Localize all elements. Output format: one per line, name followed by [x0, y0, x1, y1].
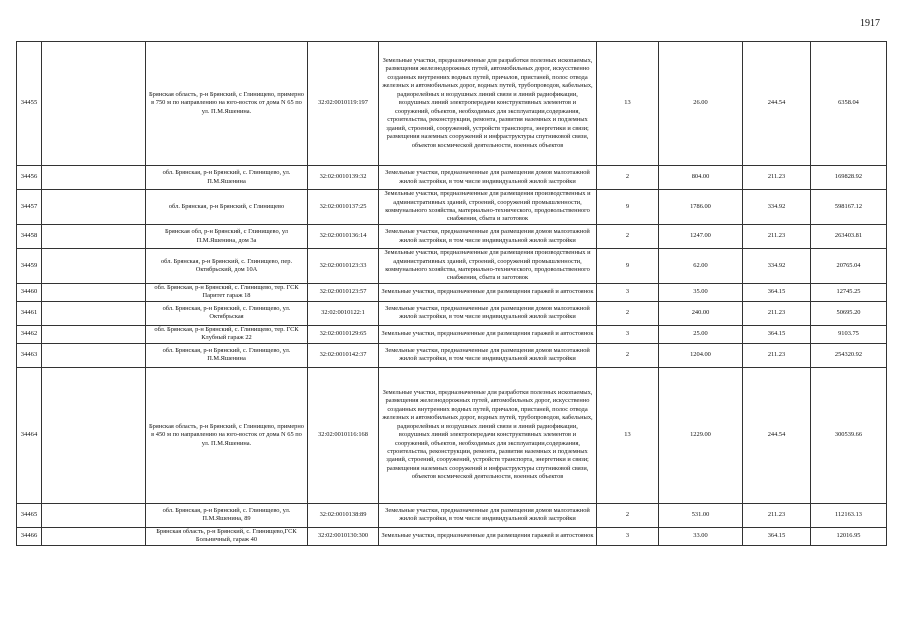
- cell-cadastral-number: 32:02:0010122:1: [308, 301, 379, 325]
- cell-permitted-use: Земельные участки, предназначенные для размещения гаражей и автостоянок: [379, 527, 597, 545]
- cell-cadastral-number: 32:02:0010116:168: [308, 367, 379, 503]
- cell-permitted-use: Земельные участки, предназначенные для размещения производственных и административных зданий, строений, сооружений промышленности, коммунального хозяйства, материально-технического, продовольственного снабжения, сбыта и заготовок: [379, 190, 597, 225]
- cell-cadastral-number: 32:02:0010139:32: [308, 166, 379, 190]
- table-row: [17, 527, 887, 545]
- cell-use-group: 3: [597, 325, 659, 343]
- cell-record-number: 34465: [17, 503, 42, 527]
- cell-address: Брянская область, р-н Брянский, с Глинищево, примерно в 450 м по направлению на юго-восток от дома N 65 по ул. П.М.Яшенина.: [146, 367, 308, 503]
- table-row: [17, 325, 887, 343]
- table-row: [17, 225, 887, 249]
- cell-empty: [42, 284, 146, 302]
- cell-area: 240.00: [659, 301, 743, 325]
- table-row: [17, 284, 887, 302]
- cell-use-group: 13: [597, 367, 659, 503]
- cell-record-number: 34460: [17, 284, 42, 302]
- cell-use-group: 3: [597, 284, 659, 302]
- cell-cadastral-value: 300539.66: [811, 367, 887, 503]
- cell-empty: [42, 343, 146, 367]
- cell-cadastral-number: 32:02:0010130:300: [308, 527, 379, 545]
- cell-empty: [42, 503, 146, 527]
- cell-specific-value: 244.54: [743, 42, 811, 166]
- cell-area: 1786.00: [659, 190, 743, 225]
- cell-address: обл. Брянская, р-н Брянский, с. Глинищево, ул. Октябрьская: [146, 301, 308, 325]
- cell-cadastral-number: 32:02:0010123:57: [308, 284, 379, 302]
- cell-cadastral-value: 9103.75: [811, 325, 887, 343]
- table-row: [17, 42, 887, 166]
- cell-address: обл. Брянская, р-н Брянский, с. Глинищево, тер. ГСК Клубный гараж 22: [146, 325, 308, 343]
- cell-permitted-use: Земельные участки, предназначенные для разработки полезных ископаемых, размещения железнодорожных путей, автомобильных дорог, искусственно созданных внутренних водных путей, причалов, пристаней, полос отвода железных и автомобильных дорог, водных путей, трубопроводов, кабельных, радиорелейных и воздушных линий связи и линий радиофикации, воздушных линий электропередачи конструктивных элементов и сооружений, объектов, необходимых для эксплуатации,содержания, строительства, реконструкции, ремонта, развития наземных и подземных зданий, строений, сооружений, устройств транспорта, энергетики и связи; размещения наземных сооружений и инфраструктуры спутниковой связи, объектов космической деятельности, военных объектов: [379, 367, 597, 503]
- cell-address: обл. Брянская, р-н Брянский, с. Глинищево, ул. П.М.Яшенина: [146, 166, 308, 190]
- cell-empty: [42, 301, 146, 325]
- cell-specific-value: 211.23: [743, 301, 811, 325]
- cell-empty: [42, 190, 146, 225]
- table-row: [17, 343, 887, 367]
- cell-cadastral-number: 32:02:0010123:33: [308, 249, 379, 284]
- cell-cadastral-number: 32:02:0010129:65: [308, 325, 379, 343]
- cell-cadastral-value: 112163.13: [811, 503, 887, 527]
- cell-use-group: 2: [597, 503, 659, 527]
- land-registry-table: [16, 41, 887, 546]
- cell-specific-value: 211.23: [743, 225, 811, 249]
- cell-specific-value: 211.23: [743, 343, 811, 367]
- cell-permitted-use: Земельные участки, предназначенные для размещения гаражей и автостоянок: [379, 284, 597, 302]
- cell-area: 26.00: [659, 42, 743, 166]
- cell-record-number: 34457: [17, 190, 42, 225]
- cell-cadastral-number: 32:02:0010136:14: [308, 225, 379, 249]
- cell-permitted-use: Земельные участки, предназначенные для размещения домов малоэтажной жилой застройки, в том числе индивидуальной жилой застройки: [379, 343, 597, 367]
- cell-cadastral-value: 12745.25: [811, 284, 887, 302]
- cell-use-group: 2: [597, 301, 659, 325]
- cell-specific-value: 364.15: [743, 284, 811, 302]
- cell-use-group: 2: [597, 343, 659, 367]
- cell-cadastral-value: 12016.95: [811, 527, 887, 545]
- cell-use-group: 2: [597, 166, 659, 190]
- cell-record-number: 34463: [17, 343, 42, 367]
- cell-address: обл. Брянская, р-н Брянский, с. Глинищево, пер. Октябрьский, дом 10А: [146, 249, 308, 284]
- cell-permitted-use: Земельные участки, предназначенные для размещения домов малоэтажной жилой застройки, в том числе индивидуальной жилой застройки: [379, 166, 597, 190]
- table-row: [17, 190, 887, 225]
- cell-specific-value: 244.54: [743, 367, 811, 503]
- cell-cadastral-value: 263403.81: [811, 225, 887, 249]
- cell-record-number: 34464: [17, 367, 42, 503]
- cell-use-group: 9: [597, 249, 659, 284]
- cell-cadastral-number: 32:02:0010119:197: [308, 42, 379, 166]
- cell-area: 25.00: [659, 325, 743, 343]
- cell-area: 1247.00: [659, 225, 743, 249]
- cell-area: 62.00: [659, 249, 743, 284]
- cell-specific-value: 334.92: [743, 190, 811, 225]
- cell-record-number: 34458: [17, 225, 42, 249]
- cell-record-number: 34456: [17, 166, 42, 190]
- cell-empty: [42, 325, 146, 343]
- cell-permitted-use: Земельные участки, предназначенные для размещения домов малоэтажной жилой застройки, в том числе индивидуальной жилой застройки: [379, 301, 597, 325]
- cell-record-number: 34459: [17, 249, 42, 284]
- cell-permitted-use: Земельные участки, предназначенные для размещения домов малоэтажной жилой застройки, в том числе индивидуальной жилой застройки: [379, 225, 597, 249]
- cell-use-group: 9: [597, 190, 659, 225]
- cell-address: Брянская область, р-н Брянский, с Глинищево, примерно в 750 м по направлению на юго-восток от дома N 65 по ул. П.М.Яшенина.: [146, 42, 308, 166]
- cell-address: обл. Брянская, р-н Брянский, с. Глинищево, тер. ГСК Паритет гараж 18: [146, 284, 308, 302]
- cell-permitted-use: Земельные участки, предназначенные для размещения домов малоэтажной жилой застройки, в том числе индивидуальной жилой застройки: [379, 503, 597, 527]
- page-number: 1917: [860, 18, 880, 29]
- cell-specific-value: 364.15: [743, 325, 811, 343]
- cell-cadastral-value: 254320.92: [811, 343, 887, 367]
- table-row: [17, 166, 887, 190]
- table-row: [17, 503, 887, 527]
- cell-specific-value: 364.15: [743, 527, 811, 545]
- cell-specific-value: 334.92: [743, 249, 811, 284]
- cell-area: 35.00: [659, 284, 743, 302]
- cell-specific-value: 211.23: [743, 503, 811, 527]
- cell-empty: [42, 166, 146, 190]
- cell-cadastral-value: 20765.04: [811, 249, 887, 284]
- cell-area: 33.00: [659, 527, 743, 545]
- cell-cadastral-value: 6358.04: [811, 42, 887, 166]
- cell-area: 1204.00: [659, 343, 743, 367]
- cell-cadastral-value: 598167.12: [811, 190, 887, 225]
- cell-permitted-use: Земельные участки, предназначенные для разработки полезных ископаемых, размещения железнодорожных путей, автомобильных дорог, искусственно созданных внутренних водных путей, причалов, пристаней, полос отвода железных и автомобильных дорог, водных путей, трубопроводов, кабельных, радиорелейных и воздушных линий связи и линий радиофикации, воздушных линий электропередачи конструктивных элементов и сооружений, объектов, необходимых для эксплуатации,содержания, строительства, реконструкции, ремонта, развития наземных и подземных зданий, строений, сооружений, устройств транспорта, энергетики и связи; размещения наземных сооружений и инфраструктуры спутниковой связи, объектов космической деятельности, военных объектов: [379, 42, 597, 166]
- cell-area: 531.00: [659, 503, 743, 527]
- cell-empty: [42, 527, 146, 545]
- cell-empty: [42, 249, 146, 284]
- cell-record-number: 34455: [17, 42, 42, 166]
- cell-permitted-use: Земельные участки, предназначенные для размещения производственных и административных зданий, строений, сооружений промышленности, коммунального хозяйства, материально-технического, продовольственного снабжения, сбыта и заготовок: [379, 249, 597, 284]
- cell-cadastral-number: 32:02:0010142:37: [308, 343, 379, 367]
- cell-cadastral-number: 32:02:0010137:25: [308, 190, 379, 225]
- cell-address: обл. Брянская, р-н Брянский, с Глинищево: [146, 190, 308, 225]
- cell-address: обл. Брянская, р-н Брянский, с. Глинищево, ул. П.М.Яшенина: [146, 343, 308, 367]
- cell-record-number: 34466: [17, 527, 42, 545]
- table-body: [17, 42, 887, 546]
- cell-address: Брянская обл, р-н Брянский, с Глинищево, ул П.М.Яшенина, дом 3а: [146, 225, 308, 249]
- cell-use-group: 13: [597, 42, 659, 166]
- cell-cadastral-value: 50695.20: [811, 301, 887, 325]
- cell-use-group: 2: [597, 225, 659, 249]
- cell-empty: [42, 225, 146, 249]
- cell-area: 804.00: [659, 166, 743, 190]
- cell-empty: [42, 42, 146, 166]
- table-row: [17, 249, 887, 284]
- cell-address: обл. Брянская, р-н Брянский, с. Глинищево, ул. П.М.Яшенина, 89: [146, 503, 308, 527]
- table-row: [17, 301, 887, 325]
- cell-area: 1229.00: [659, 367, 743, 503]
- cell-record-number: 34461: [17, 301, 42, 325]
- cell-permitted-use: Земельные участки, предназначенные для размещения гаражей и автостоянок: [379, 325, 597, 343]
- cell-cadastral-value: 169828.92: [811, 166, 887, 190]
- cell-specific-value: 211.23: [743, 166, 811, 190]
- table-row: [17, 367, 887, 503]
- cell-cadastral-number: 32:02:0010138:89: [308, 503, 379, 527]
- cell-record-number: 34462: [17, 325, 42, 343]
- cell-use-group: 3: [597, 527, 659, 545]
- cell-address: Брянская область, р-н Брянский, с. Глинищево,ГСК Больничный, гараж 40: [146, 527, 308, 545]
- cell-empty: [42, 367, 146, 503]
